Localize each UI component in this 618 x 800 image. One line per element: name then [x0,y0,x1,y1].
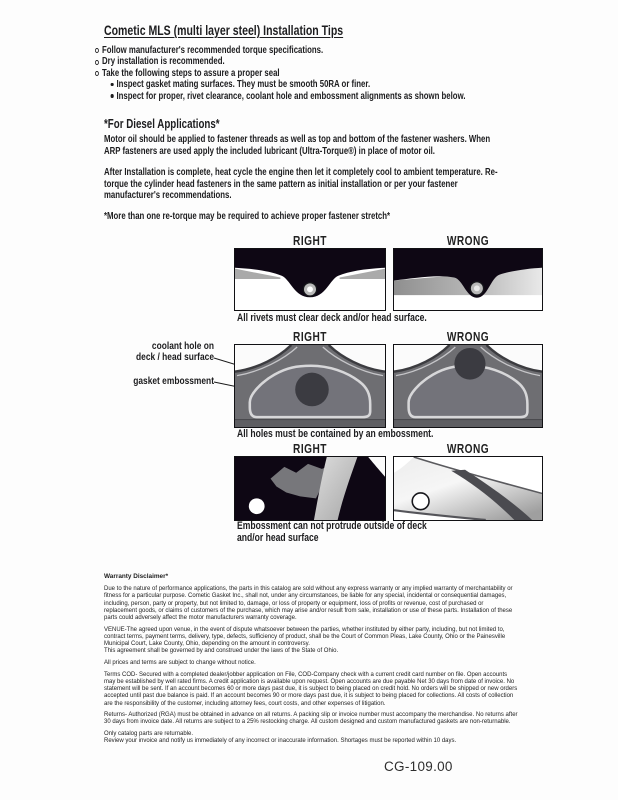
row1-caption: All rivets must clear deck and/or head surface. [237,312,427,324]
circle-bullet-icon [95,60,99,65]
row2-wrong-label: WRONG [446,329,490,344]
installation-tips-list [95,45,501,102]
tip-sub-bullet [111,91,501,102]
embossment-containment-wrong-diagram [394,345,542,427]
coolant-hole-icon [295,373,329,407]
tip-bullet [95,45,501,56]
warranty-paragraph: Due to the nature of performance applications, the parts in this catalog are sold without any express warranty or any implied warranty of merchantability or fitness for a particular purpose. Cometic Gasket Inc., shall not, under any circumstances, be liable for any special, incidental or consequential damages, including, person, party or property, but not limited to, damage, or loss of property or equipment, loss of profits or revenue, cost of purchased or replacement goods, or claims of customers of the purchase, which may arise and/or result from sale, installation or use of these parts. Installation of these parts could adversely affect the motor manufacturers warranty coverage. [104,586,513,622]
rivet-clearance-right-diagram [235,249,385,310]
gasket-embossment-label: gasket embossment [133,375,214,387]
bolt-hole-icon [412,493,429,510]
embossment-protrusion-right-diagram [235,457,385,520]
tip-sub-bullet [111,79,501,90]
coolant-hole-label-line2: deck / head surface [136,351,214,363]
prices-terms-line: All prices and terms are subject to change without notice. [104,660,256,667]
embossment-protrusion-wrong-diagram [394,457,542,520]
coolant-hole-icon [454,348,485,380]
diagram-row1-right [234,248,386,311]
circle-bullet-icon [95,48,99,53]
embossment-containment-right-diagram [235,345,385,427]
governing-law-line: This agreement shall be governed by and construed under the laws of the State of Ohio. [104,648,339,655]
row3-caption-line2: and/or head surface [237,531,319,544]
venue-paragraph: VENUE-The agreed upon venue, in the event of dispute whatsoever between the parties, whether instituted by either party, including, but not limited to, contract terms, payment terms, delivery, type, defects, sufficiency of product, shall be the Court of Common Pleas, Lake County, Ohio or the Painesville Municipal Court, Lake County, Ohio, depending on the amount in controversy. [104,626,506,648]
diagram-row1-wrong [393,248,543,311]
tip-bullet-text: Take the following steps to assure a proper seal [102,67,280,79]
tip-bullet-text: Follow manufacturer's recommended torque specifications. [102,45,324,56]
tip-bullet [95,68,501,79]
tip-bullet-text: Dry installation is recommended. [102,56,225,68]
review-invoice-line: Review your invoice and notify us immediately of any incorrect or inaccurate information. Shortages must be reported within 10 days. [104,738,457,745]
rivet-clearance-wrong-diagram [394,249,542,310]
row2-caption: All holes must be contained by an embossment. [237,428,434,440]
retorque-note: *More than one re-torque may be required to achieve proper fastener stretch* [104,211,391,222]
row1-wrong-label: WRONG [446,233,490,248]
tip-sub-bullet-text: Inspect gasket mating surfaces. They must be smooth 50RA or finer. [116,79,371,91]
row3-wrong-label: WRONG [446,441,490,456]
row1-right-label: RIGHT [293,233,327,248]
diesel-paragraph-2: After Installation is complete, heat cycle the engine then let it completely cool to ambient temperature. Re-torque the cylinder head fasteners in the same pattern as initial installation or per your fastener manufacturer's recommendations. [104,167,498,201]
catalog-parts-line: Only catalog parts are returnable. [104,731,194,738]
tip-sub-bullet-text: Inspect for proper, rivet clearance, coolant hole and embossment alignments as shown below. [116,90,466,102]
page-code: CG-109.00 [384,759,453,774]
diesel-paragraph-1: Motor oil should be applied to fastener threads as well as top and bottom of the fastener washers. When ARP fasteners are used apply the included lubricant (Ultra-Torque®) in place of motor oil. [104,134,491,157]
row3-caption-line1: Embossment can not protrude outside of deck [237,520,427,532]
row2-right-label: RIGHT [293,329,327,344]
diagram-row3-wrong [393,456,543,521]
dot-bullet-icon [111,94,114,98]
warranty-disclaimer-block [104,573,518,750]
diesel-heading: *For Diesel Applications* [104,117,220,131]
coolant-hole-label-line1: coolant hole on [151,340,214,352]
diagram-row3-right [234,456,386,521]
row3-right-label: RIGHT [293,441,327,456]
warranty-heading: Warranty Disclaimer* [104,573,169,580]
circle-bullet-icon [95,71,99,76]
diagram-row2-right [234,344,386,428]
page-title: Cometic MLS (multi layer steel) Installation Tips [104,23,344,38]
bolt-hole-icon [249,498,265,514]
dot-bullet-icon [111,83,114,87]
tip-bullet [95,56,501,67]
terms-cod-paragraph: Terms COD- Secured with a completed dealer/jobber application on File, COD-Company check with a current credit card number on file. Open accounts may be established by well rated firms. A credit application is available upon request. Open accounts are due payable Net 30 days from date of invoice. No statement will be sent. If an account becomes 60 or more days past due, it is subject to being placed on credit hold. No orders will be shipped or new orders accepted until past due balance is paid. If an account becomes 90 or more days past due, it is subject to being placed for collections. All costs of collection are the responsibility of the customer, including attorney fees, court costs, and other expenses of litigation. [104,671,518,707]
returns-paragraph: Returns- Authorized (RGA) must be obtained in advance on all returns. A packing slip or invoice number must accompany the merchandise. No returns after 30 days from invoice date. All returns are subject to a 25% restocking charge. All custom designed and custom manufactured gaskets are non-returnable. [104,712,518,726]
diagram-row2-wrong [393,344,543,428]
